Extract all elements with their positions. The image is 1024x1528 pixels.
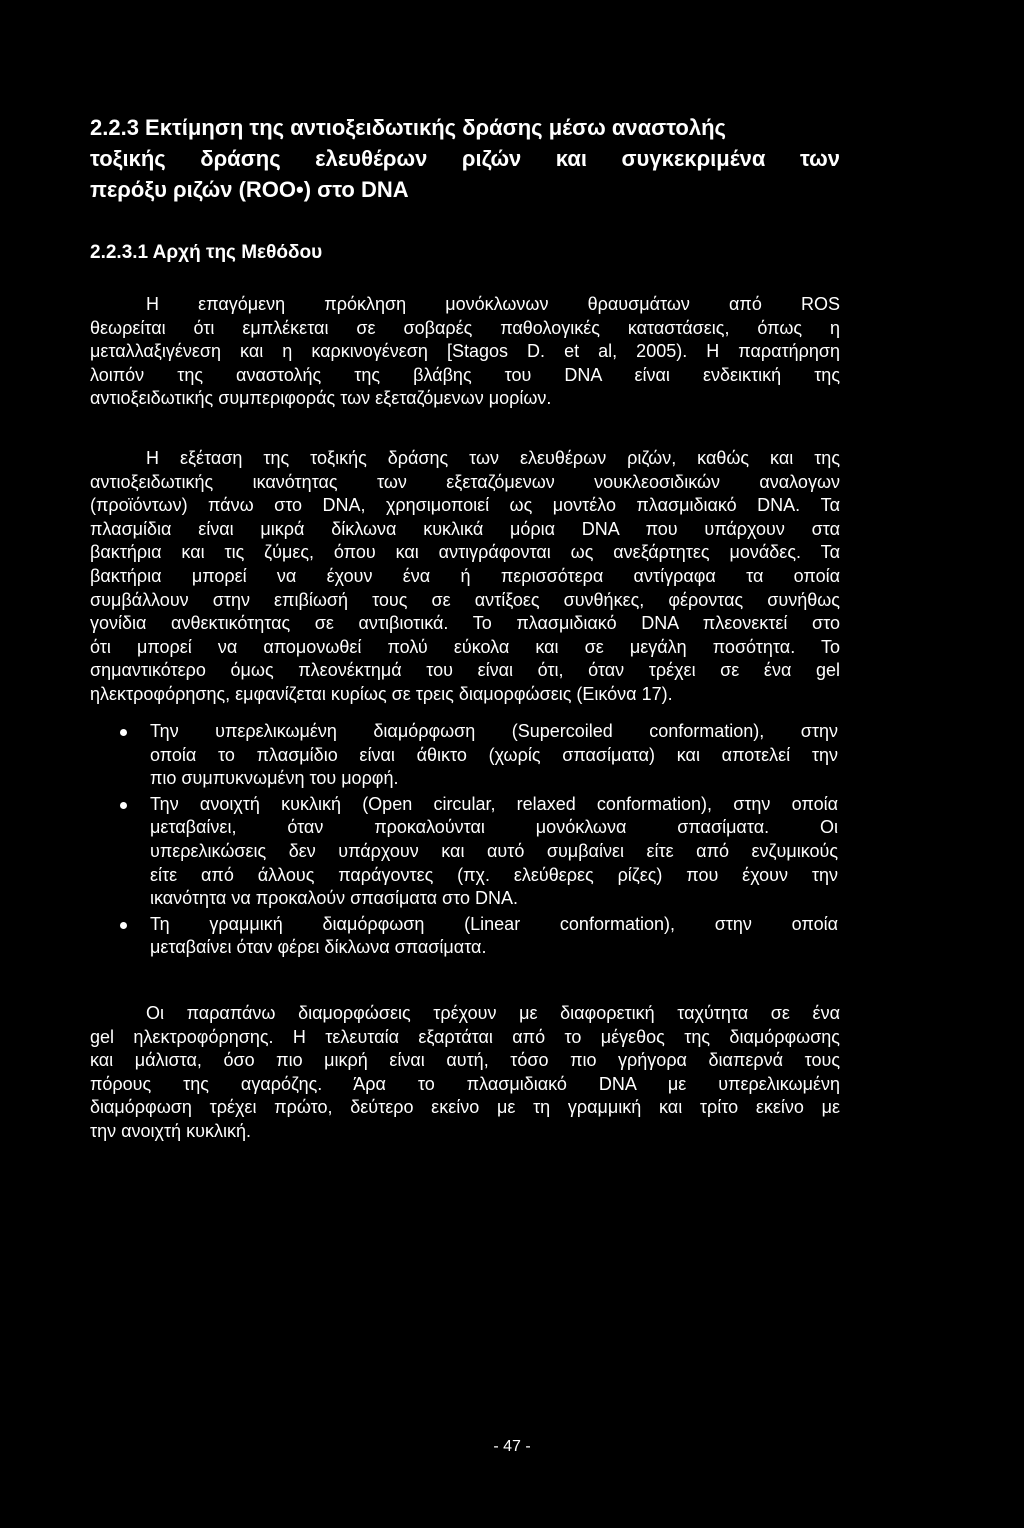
conformation-list	[120, 720, 838, 962]
list-item-line: οποία το πλασμίδιο είναι άθικτο (χωρίς σπασίματα) και αποτελεί την	[150, 744, 838, 765]
list-item-line: είτε από άλλους παράγοντες (πχ. ελεύθερες ρίζες) που έχουν την	[150, 864, 838, 885]
paragraph-line: Η επαγόμενη πρόκληση μονόκλωνων θραυσμάτων από ROS	[146, 294, 840, 314]
paragraph-line: βακτήρια μπορεί να έχουν ένα ή περισσότερα αντίγραφα τα οποία	[90, 565, 840, 586]
paragraph-line: αντιοξειδωτικής ικανότητας των εξεταζόμενων νουκλεοσιδικών αναλογων	[90, 471, 840, 492]
paragraph-line: και μάλιστα, όσο πιο μικρή είναι αυτή, τόσο πιο γρήγορα διαπερνά τους	[90, 1050, 840, 1071]
paragraph-migration	[90, 1002, 840, 1144]
list-item-line: πιο συμπυκνωμένη του μορφή.	[150, 768, 399, 789]
list-item-line: Την υπερελικωμένη διαμόρφωση (Supercoiled conformation), στην	[150, 721, 838, 741]
paragraph-line: Η εξέταση της τοξικής δράσης των ελευθέρων ριζών, καθώς και της	[146, 448, 840, 468]
list-item	[120, 793, 838, 911]
page-number: - 47 -	[493, 1438, 531, 1455]
list-item-line: ικανότητα να προκαλούν σπασίματα στο DNA.	[150, 888, 518, 909]
paragraph-line: πλασμίδια είναι μικρά δίκλωνα κυκλικά μόρια DNA που υπάρχουν στα	[90, 518, 840, 539]
bullet-icon	[120, 802, 127, 809]
bullet-icon	[120, 729, 127, 736]
paragraph-line: Οι παραπάνω διαμορφώσεις τρέχουν με διαφορετική ταχύτητα σε ένα	[146, 1003, 840, 1023]
section-heading-line-3: περόξυ ριζών (ROO•) στο DNA	[90, 177, 409, 202]
paragraph-line: συμβάλλουν στην επιβίωσή τους σε αντίξοες συνθήκες, φέροντας συνήθως	[90, 589, 840, 610]
paragraph-line: gel ηλεκτροφόρησης. Η τελευταία εξαρτάται από το μέγεθος της διαμόρφωσης	[90, 1026, 840, 1047]
paragraph-line: σημαντικότερο όμως πλεονέκτημά του είναι ότι, όταν τρέχει σε ένα gel	[90, 660, 840, 681]
section-heading	[90, 112, 840, 205]
list-item-line: υπερελικώσεις δεν υπάρχουν και αυτό συμβαίνει είτε από ενζυμικούς	[150, 840, 838, 861]
list-item-line: Τη γραμμική διαμόρφωση (Linear conformation), στην οποία	[150, 913, 838, 934]
paragraph-line: μεταλλαξιγένεση και η καρκινογένεση [Stagos D. et al, 2005). Η παρατήρηση	[90, 341, 840, 362]
list-item-line: μεταβαίνει όταν φέρει δίκλωνα σπασίματα.	[150, 937, 487, 958]
paragraph-line: λοιπόν της αναστολής της βλάβης του DNA είναι ενδεικτική της	[90, 364, 840, 385]
section-heading-line-2: τοξικής δράσης ελευθέρων ριζών και συγκεκριμένα των	[90, 146, 840, 171]
list-item	[120, 913, 838, 960]
subsection-heading: 2.2.3.1 Αρχή της Μεθόδου	[90, 242, 323, 263]
paragraph-method	[90, 447, 840, 707]
paragraph-line: (προϊόντων) πάνω στο DNA, χρησιμοποιεί ως μοντέλο πλασμιδιακό DNA. Τα	[90, 495, 840, 516]
paragraph-line: ηλεκτροφόρησης, εμφανίζεται κυρίως σε τρεις διαμορφώσεις (Εικόνα 17).	[90, 683, 673, 704]
paragraph-line: βακτήρια και τις ζύμες, όπου και αντιγράφονται ως ανεξάρτητες μονάδες. Τα	[90, 542, 840, 563]
paragraph-line: πόρους της αγαρόζης. Άρα το πλασμιδιακό DNA με υπερελικωμένη	[90, 1073, 840, 1094]
paragraph-line: ότι μπορεί να απομονωθεί πολύ εύκολα και σε μεγάλη ποσότητα. Το	[90, 636, 840, 657]
paragraph-line: την ανοιχτή κυκλική.	[90, 1120, 251, 1141]
paragraph-intro	[90, 293, 840, 411]
paragraph-line: θεωρείται ότι εμπλέκεται σε σοβαρές παθολογικές καταστάσεις, όπως η	[90, 317, 840, 338]
list-item-line: Την ανοιχτή κυκλική (Open circular, relaxed conformation), στην οποία	[150, 793, 838, 814]
list-item	[120, 720, 838, 791]
bullet-icon	[120, 922, 127, 929]
paragraph-line: αντιοξειδωτικής συμπεριφοράς των εξεταζόμενων μορίων.	[90, 388, 552, 409]
paragraph-line: γονίδια ανθεκτικότητας σε αντιβιοτικά. Το πλασμιδιακό DNA πλεονεκτεί στο	[90, 613, 840, 634]
section-heading-line-1: 2.2.3 Εκτίμηση της αντιοξειδωτικής δράσης μέσω αναστολής	[90, 115, 726, 140]
paragraph-line: διαμόρφωση τρέχει πρώτο, δεύτερο εκείνο με τη γραμμική και τρίτο εκείνο με	[90, 1097, 840, 1118]
list-item-line: μεταβαίνει, όταν προκαλούνται μονόκλωνα σπασίματα. Οι	[150, 817, 838, 838]
